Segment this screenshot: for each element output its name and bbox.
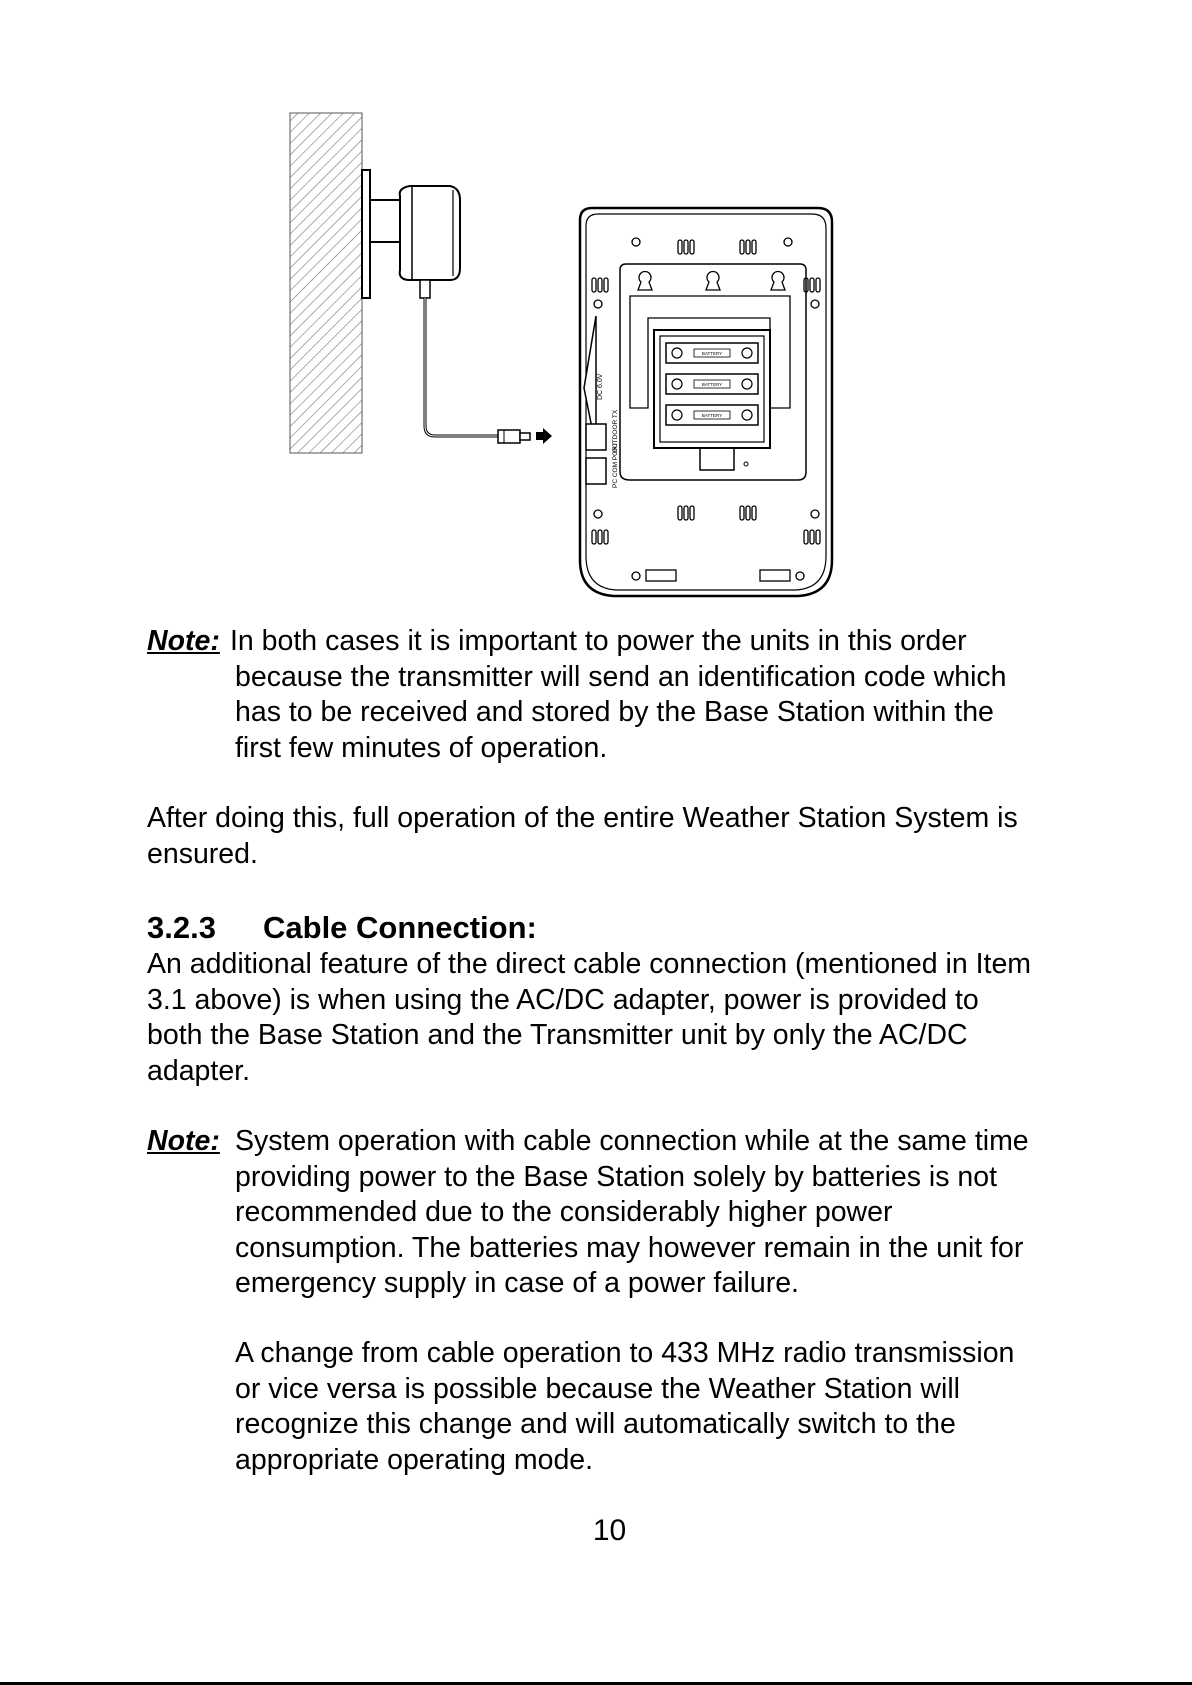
text-line: recognize this change and will automatically switch to the xyxy=(235,1408,956,1440)
ac-dc-adapter xyxy=(370,186,460,298)
battery-cell-1 xyxy=(666,343,758,363)
battery-label: BATTERY xyxy=(701,351,723,356)
base-station-back xyxy=(580,208,832,596)
text-line: recommended due to the considerably higher power xyxy=(235,1196,893,1228)
outdoor-tx-port xyxy=(586,424,606,450)
battery-cell-3 xyxy=(666,405,758,425)
section-title: Cable Connection: xyxy=(263,910,537,945)
note2-text xyxy=(235,1124,1095,1302)
text-line: because the transmitter will send an identification code which xyxy=(235,660,1007,693)
paragraph-after-note xyxy=(147,801,1097,872)
battery-cell-2 xyxy=(666,374,758,394)
text-line: ensured. xyxy=(147,837,258,870)
pc-com-label: PC COM PORT xyxy=(612,442,619,488)
wall xyxy=(290,113,362,453)
note-label: Note: xyxy=(147,1125,220,1157)
text-line: has to be received and stored by the Base Station within the xyxy=(235,696,994,728)
text-line: After doing this, full operation of the entire Weather Station System is xyxy=(147,802,1018,834)
adapter-cable xyxy=(425,298,498,436)
dc-port-label: DC 6.0V xyxy=(597,373,604,400)
dc-plug xyxy=(498,430,530,443)
adapter-connection-illustration xyxy=(280,108,880,608)
section-paragraph xyxy=(147,947,1097,1089)
text-line: A change from cable operation to 433 MHz radio transmission xyxy=(235,1337,1015,1369)
note2-text-continued xyxy=(235,1336,1095,1478)
note1-text xyxy=(235,660,1095,767)
text-line: consumption. The batteries may however remain in the unit for xyxy=(235,1231,1024,1264)
page-number: 10 xyxy=(592,1514,627,1547)
pc-com-port xyxy=(586,458,606,484)
text-line: System operation with cable connection while at the same time xyxy=(235,1125,1029,1157)
text-line: appropriate operating mode. xyxy=(235,1443,594,1476)
battery-cells xyxy=(666,343,758,425)
text-line: An additional feature of the direct cable connection (mentioned in Item xyxy=(147,948,1032,980)
text-line: 3.1 above) is when using the AC/DC adapter, power is provided to xyxy=(147,983,979,1016)
text-line: or vice versa is possible because the Weather Station will xyxy=(235,1372,960,1405)
arrow-right-icon xyxy=(536,428,552,444)
section-number: 3.2.3 xyxy=(147,910,216,945)
section-heading xyxy=(147,908,537,948)
wall-socket xyxy=(362,170,370,298)
text-line: first few minutes of operation. xyxy=(235,731,608,764)
text-line: emergency supply in case of a power failure. xyxy=(235,1267,799,1299)
battery-label: BATTERY xyxy=(701,413,723,418)
note1-first-line: In both cases it is important to power the units in this order xyxy=(230,625,967,657)
outdoor-tx-label: OUTDOOR TX xyxy=(612,409,619,453)
text-line: adapter. xyxy=(147,1054,251,1087)
battery-label: BATTERY xyxy=(701,382,723,387)
text-line: both the Base Station and the Transmitter unit by only the AC/DC xyxy=(147,1019,968,1051)
note-label: Note: xyxy=(147,625,220,657)
illustration-svg xyxy=(280,108,880,608)
text-line: providing power to the Base Station solely by batteries is not xyxy=(235,1160,998,1193)
